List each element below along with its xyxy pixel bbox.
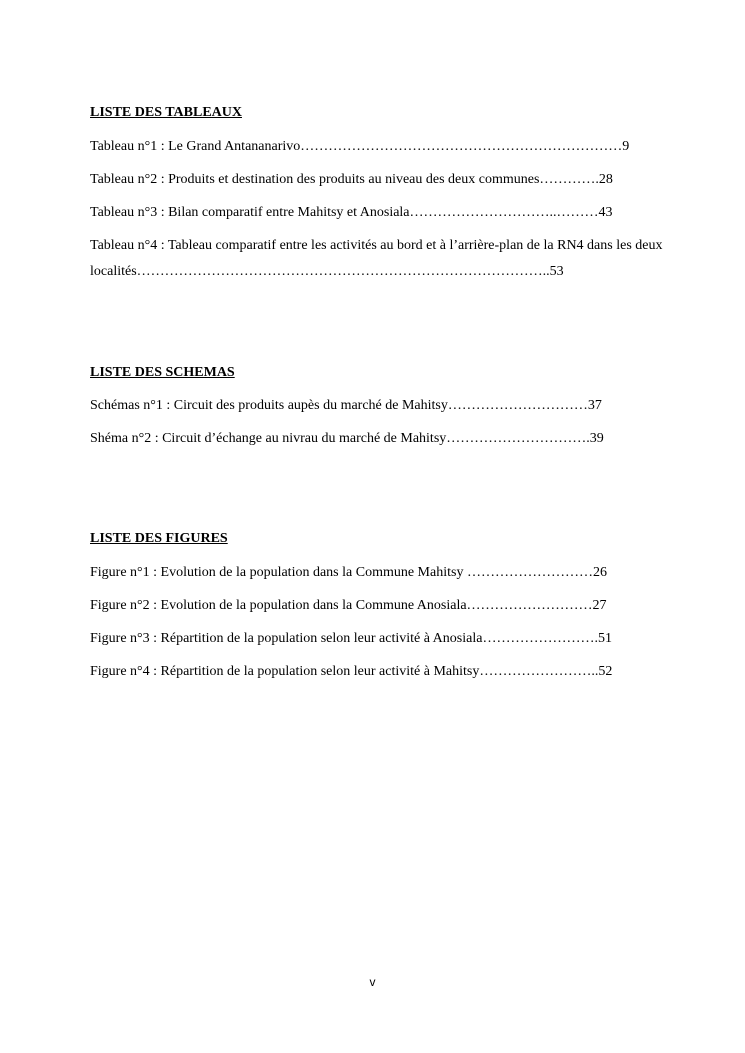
tableau-entry-4: Tableau n°4 : Tableau comparatif entre les activités au bord et à l’arrière-plan de la RN4 dans les deux localités……………………………………………………………………………..53 xyxy=(90,238,663,279)
tableau-entry-2: Tableau n°2 : Produits et destination des produits au niveau des deux communes………….28 xyxy=(90,172,613,187)
tableau-entry-1: Tableau n°1 : Le Grand Antananarivo……………………………………………………………9 xyxy=(90,139,630,154)
figures-heading: LISTE DES FIGURES xyxy=(90,531,228,546)
schema-entry-1: Schémas n°1 : Circuit des produits aupès du marché de Mahitsy…………………………37 xyxy=(90,398,602,413)
schema-entry-2: Shéma n°2 : Circuit d’échange au nivrau du marché de Mahitsy………………………….39 xyxy=(90,431,604,446)
figure-entry-4: Figure n°4 : Répartition de la population selon leur activité à Mahitsy……………………..52 xyxy=(90,664,613,679)
tableaux-heading: LISTE DES TABLEAUX xyxy=(90,105,242,120)
schemas-heading: LISTE DES SCHEMAS xyxy=(90,365,235,380)
tableau-entry-3: Tableau n°3 : Bilan comparatif entre Mahitsy et Anosiala…………………………..………43 xyxy=(90,205,613,220)
figure-entry-3: Figure n°3 : Répartition de la population selon leur activité à Anosiala…………………….51 xyxy=(90,631,612,646)
figure-entry-1: Figure n°1 : Evolution de la population dans la Commune Mahitsy ………………………26 xyxy=(90,565,607,580)
page-number: v xyxy=(369,975,376,989)
figure-entry-2: Figure n°2 : Evolution de la population dans la Commune Anosiala………………………27 xyxy=(90,598,607,613)
